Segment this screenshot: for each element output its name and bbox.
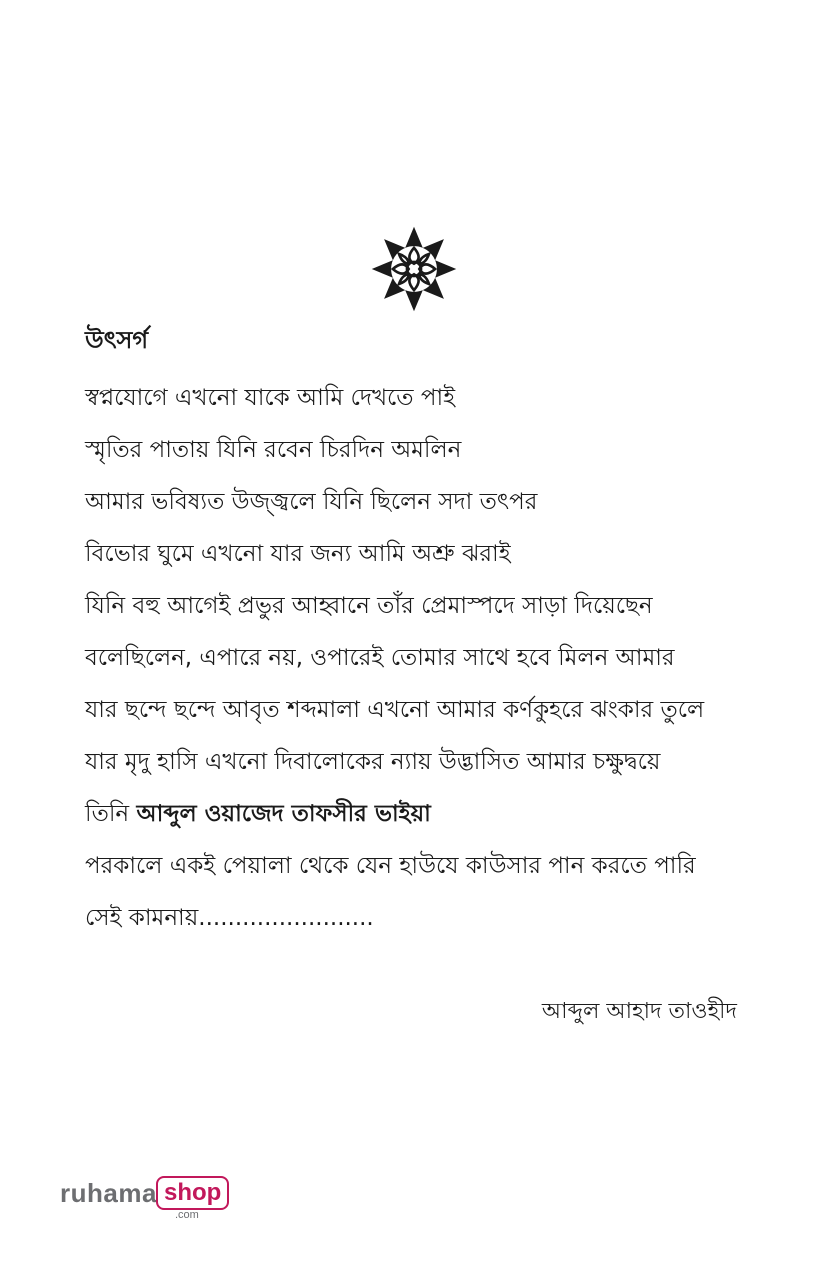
honoree-name: আব্দুল ওয়াজেদ তাফসীর ভাইয়া [136,801,431,827]
dedication-line: স্মৃতির পাতায় যিনি রবেন চিরদিন অমলিন [85,437,462,463]
dedication-line: স্বপ্নযোগে এখনো যাকে আমি দেখতে পাই [85,385,456,411]
dedication-section [85,320,775,944]
logo-text-ruhama: ruhama [60,1178,157,1208]
dedication-line: যিনি বহু আগেই প্রভুর আহ্বানে তাঁর প্রেমাস্পদে সাড়া দিয়েছেন [85,593,653,619]
dedication-line: বিভোর ঘুমে এখনো যার জন্য আমি অশ্রু ঝরাই [85,541,511,567]
dedication-line: বলেছিলেন, এপারে নয়, ওপারেই তোমার সাথে হবে মিলন আমার [85,645,675,671]
honoree-line [85,788,775,840]
closing-line: সেই কামনায়........................ [85,905,374,931]
dedication-line: যার ছন্দে ছন্দে আবৃত শব্দমালা এখনো আমার কর্ণকুহরে ঝংকার তুলে [85,697,705,723]
dedication-line: আমার ভবিষ্যত উজ্জ্বলে যিনি ছিলেন সদা তৎপর [85,489,538,515]
author-signature: আব্দুল আহাদ তাওহীদ [541,999,737,1024]
dedication-line: যার মৃদু হাসি এখনো দিবালোকের ন্যায় উদ্ভাসিত আমার চক্ষুদ্বয়ে [85,749,661,775]
dedication-heading: উৎসর্গ [85,326,149,354]
logo-text-com: .com [175,1209,199,1221]
honoree-prefix: তিনি [85,801,137,827]
star-ornament-icon [370,225,458,313]
publisher-logo [60,1176,225,1226]
logo-text-shop: shop [156,1176,229,1210]
closing-line: পরকালে একই পেয়ালা থেকে যেন হাউযে কাউসার পান করতে পারি [85,853,696,879]
